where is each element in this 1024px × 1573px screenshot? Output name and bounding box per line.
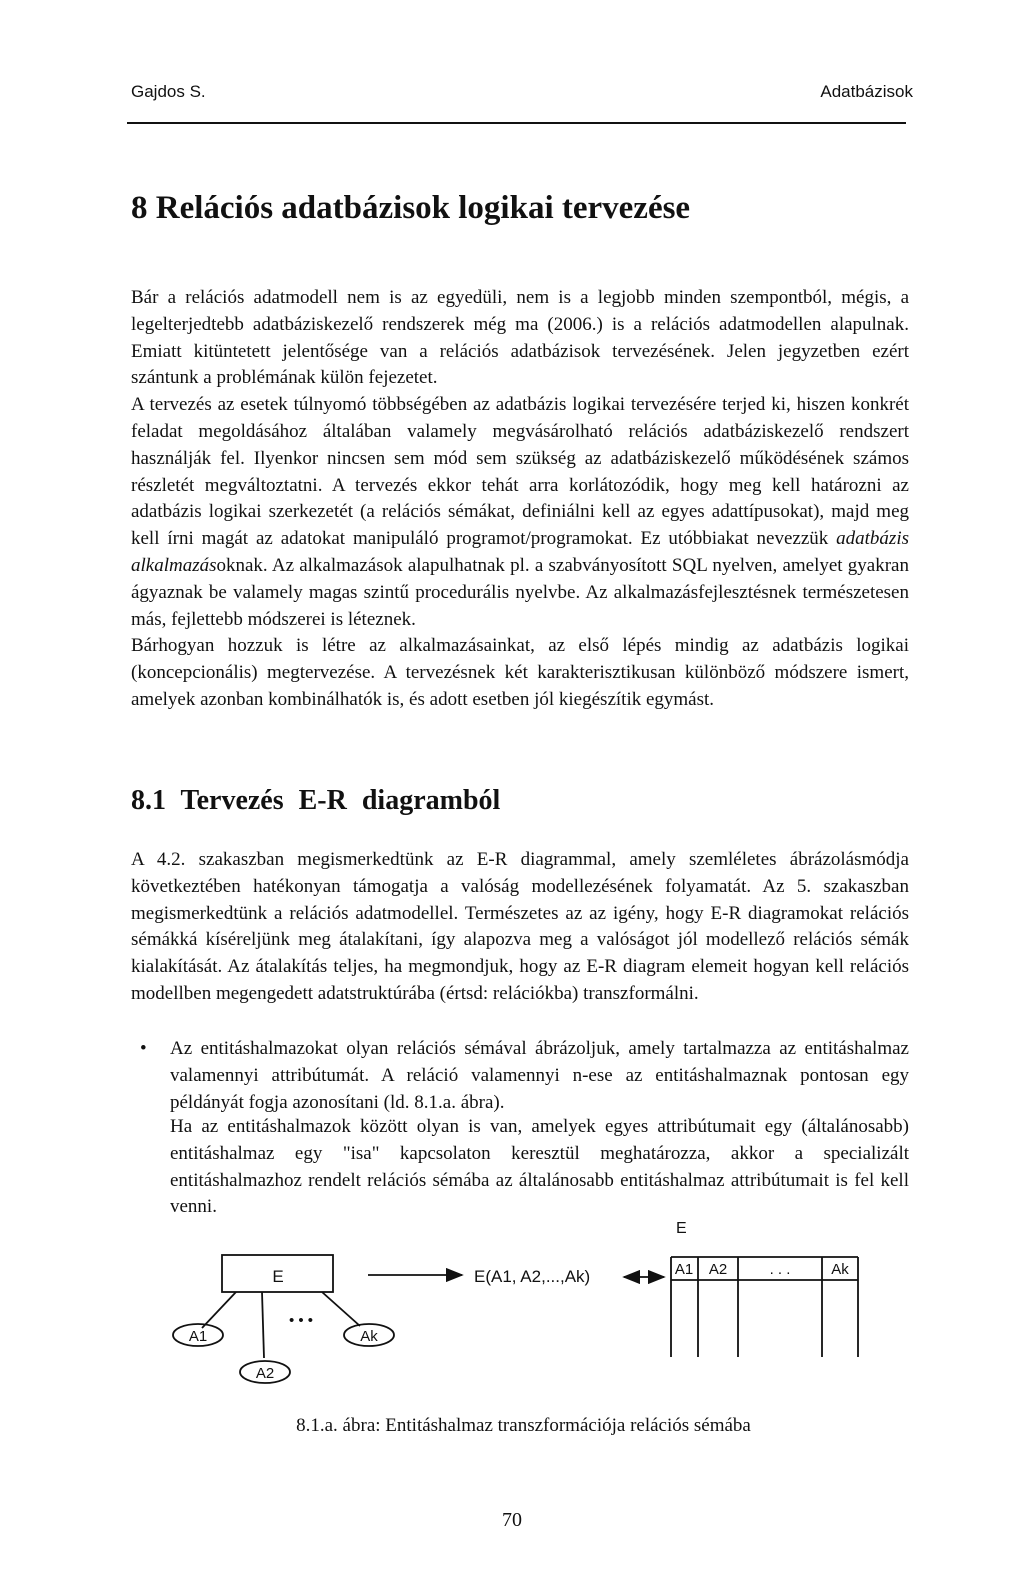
bullet-item-1: Az entitáshalmazokat olyan relációs sémával ábrázoljuk, amely tartalmazza az entitáshalmaz valamennyi attribútumát. A reláció valamennyi n-ese az entitáshalmaznak pontosan egy példányát fogja azonosítani (ld. 8.1.a. ábra). <box>170 1038 909 1113</box>
attribute-a2-label: A2 <box>255 1365 275 1382</box>
edge-ak <box>322 1292 360 1326</box>
term-adatbazis-alkalmazas: adatbázis alkalmazás <box>131 528 909 576</box>
schema-label: E(A1, A2,...,Ak) <box>474 1267 591 1286</box>
more-attributes-dots: • • • <box>288 1312 314 1329</box>
section-paragraph-1-text: A 4.2. szakaszban megismerkedtünk az E-R diagrammal, amely szemléletes ábrázolásmódja következtében hatékonyan támogatja a valóság modellezésének folyamatát. Az 5. szakaszban megismerkedtünk a relációs adatmodellel. Természetes az az igény, hogy E-R diagramokat relációs sémákká kíséreljünk meg átalakítani, így alapozva meg a valóságot jól modellező relációs sémák kialakítását. Az átalakítás teljes, ha megmondjuk, hogy az E-R diagram elemeit hogyan kell relációs modellben megengedett adatstruktúrába (értsd: relációkba) transzformálni. <box>131 849 909 1004</box>
edge-a1 <box>202 1292 236 1328</box>
section-title: 8.1 Tervezés E-R diagramból <box>131 785 501 816</box>
bullet-note: Ha az entitáshalmazok között olyan is van, amelyek egyes attribútumait egy (általánosabb) entitáshalmaz egy "isa" kapcsolaton keresztül meghatározza, akkor a specializált entitáshalmazhoz rendelt relációs sémába az általánosabb entitáshalmaz attribútumait is fel kell venni. <box>170 1116 909 1218</box>
table-name-label: E <box>676 1220 687 1237</box>
intro-paragraph-3: Bárhogyan hozzuk is létre az alkalmazásainkat, az első lépés mindig az adatbázis logikai (koncepcionális) megtervezése. A tervezésnek két karakterisztikusan különböző módszere ismert, amelyek azonban kombinálhatók is, és adott esetben jól kiegészítik egymást. <box>131 635 909 710</box>
figure-caption: 8.1.a. ábra: Entitáshalmaz transzformációja relációs sémába <box>296 1415 751 1436</box>
table-header-a2: A2 <box>708 1261 728 1278</box>
chapter-title: 8 Relációs adatbázisok logikai tervezése <box>131 190 691 226</box>
page-number: 70 <box>502 1509 522 1531</box>
edge-a2 <box>262 1292 264 1358</box>
attribute-ak-label: Ak <box>360 1328 378 1345</box>
table-header-ak: Ak <box>831 1261 849 1278</box>
intro-paragraph-2-end: oknak. Az alkalmazások alapulhatnak pl. a szabványosított SQL nyelven, amelyet gyakran ágyaznak be valamely magas szintű procedurális nyelvbe. Az alkalmazásfejlesztésnek természetesen más, fejlettebb módszerei is léteznek. <box>131 554 909 630</box>
attribute-a1-label: A1 <box>188 1328 208 1345</box>
table-header-dots: . . . <box>769 1261 791 1278</box>
entity-label: E <box>272 1267 284 1286</box>
intro-paragraph-1: Bár a relációs adatmodell nem is az egyedüli, nem is a legjobb minden szempontból, mégis, a legelterjedtebb adatbáziskezelő rendszerek még ma (2006.) is a relációs adatmodellen alapulnak. Emiatt kitüntetett jelentősége van a relációs adatbázisok tervezésének. Jelen jegyzetben ezért szántunk a problémának külön fejezetet. <box>131 287 909 389</box>
table-header-a1: A1 <box>674 1261 694 1278</box>
intro-paragraph-2-start: A tervezés az esetek túlnyomó többségében az adatbázis logikai tervezésére terjed ki, hiszen konkrét feladat megoldásához általában valamely megvásárolható relációs adatbáziskezelő rendszert használják fel. Ilyenkor nincsen sem mód sem szükség az adatbáziskezelő működésének számos részletét megváltoztatni. A tervezés ekkor tehát arra korlátozódik, hogy meg kell határozni az adatbázis logikai szerkezetét (a relációs sémákat, definiálni kell az egyes adattípusokat), majd meg kell írni magát az adatokat manipuláló programot/programokat. Ez utóbbiakat nevezzük <box>131 394 909 550</box>
bullet-icon: • <box>140 1038 147 1059</box>
running-header-title: Adatbázisok <box>820 82 913 101</box>
running-header-author: Gajdos S. <box>131 82 206 101</box>
